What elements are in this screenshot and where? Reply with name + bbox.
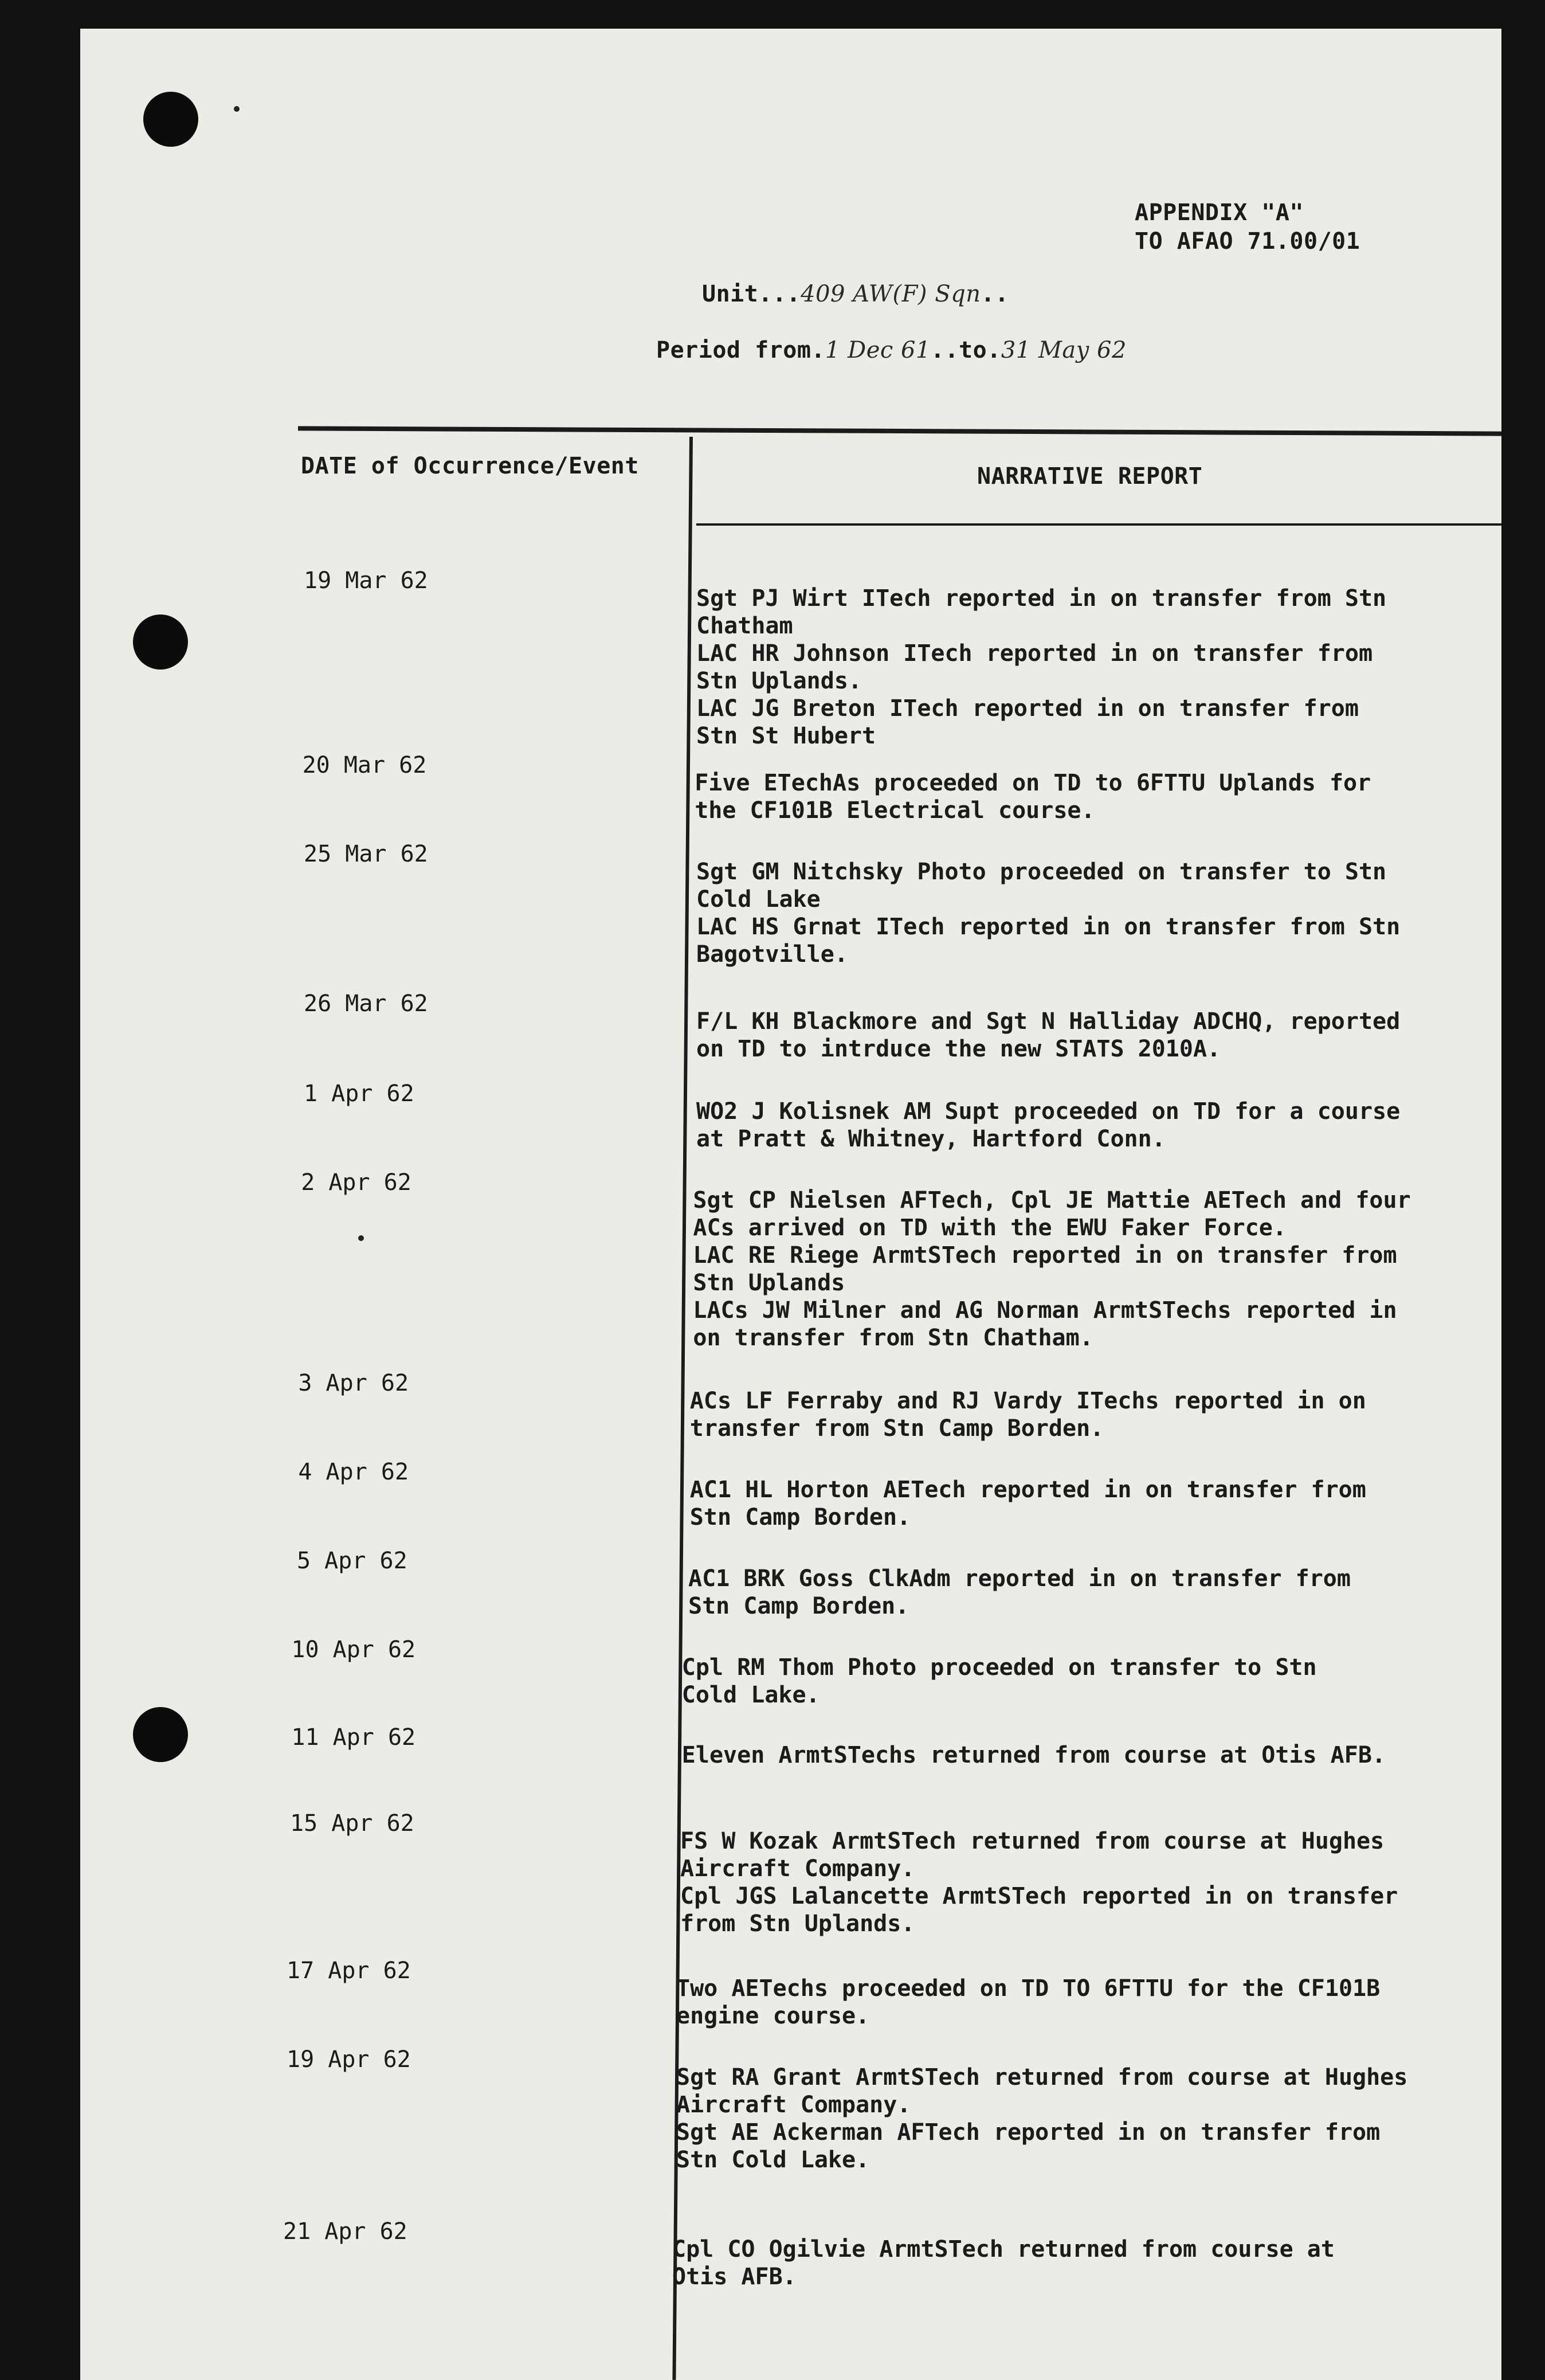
narrative-paragraph: Cpl JGS Lalancette ArmtSTech reported in on transfer from Stn Uplands.: [680, 1883, 1398, 1937]
narrative-paragraph: Eleven ArmtSTechs returned from course at Otis AFB.: [681, 1742, 1386, 1768]
narrative-paragraph: LAC RE Riege ArmtSTech reported in on transfer from Stn Uplands: [693, 1242, 1397, 1296]
narrative-entry: [695, 769, 1520, 824]
narrative-entry: [696, 1098, 1522, 1153]
event-date: 20 Mar 62: [302, 752, 427, 778]
narrative-entry: [690, 1476, 1515, 1531]
narrative-entry: [688, 1565, 1513, 1620]
punch-hole-top: [143, 92, 198, 147]
period-line: [656, 337, 1127, 363]
period-from: 1 Dec 61: [825, 337, 931, 363]
narrative-paragraph: Sgt RA Grant ArmtSTech returned from course at Hughes Aircraft Company.: [676, 2064, 1408, 2118]
event-date: 19 Apr 62: [287, 2046, 411, 2073]
narrative-paragraph: ACs LF Ferraby and RJ Vardy ITechs reported in on transfer from Stn Camp Borden.: [689, 1388, 1366, 1442]
appendix-reference: TO AFAO 71.00/01: [1135, 228, 1360, 255]
table-top-rule: [298, 426, 1501, 436]
narrative-paragraph: Two AETechs proceeded on TD TO 6FTTU for the CF101B engine course.: [676, 1975, 1381, 2029]
narrative-entry: [682, 1741, 1507, 1769]
event-date: 5 Apr 62: [297, 1548, 407, 1574]
narrative-entry: [680, 1827, 1505, 1937]
punch-hole-middle: [133, 614, 188, 670]
narrative-paragraph: LACs JW Milner and AG Norman ArmtSTechs reported in on transfer from Stn Chatham.: [693, 1297, 1397, 1351]
narrative-paragraph: Sgt PJ Wirt ITech reported in on transfer from Stn Chatham: [696, 585, 1387, 639]
narrative-paragraph: F/L KH Blackmore and Sgt N Halliday ADCHQ, reported on TD to intrduce the new STATS 2010A.: [696, 1008, 1401, 1062]
narrative-paragraph: Cpl CO Ogilvie ArmtSTech returned from course at Otis AFB.: [672, 2236, 1335, 2290]
event-date: 11 Apr 62: [291, 1724, 416, 1751]
event-date: 4 Apr 62: [298, 1459, 409, 1485]
narrative-paragraph: LAC HR Johnson ITech reported in on transfer from Stn Uplands.: [696, 640, 1373, 694]
event-date: 2 Apr 62: [301, 1169, 411, 1196]
narrative-paragraph: LAC HS Grnat ITech reported in on transfer from Stn Bagotville.: [696, 914, 1401, 968]
narrative-entry: [690, 1387, 1515, 1442]
narrative-paragraph: Cpl RM Thom Photo proceeded on transfer to Stn Cold Lake.: [681, 1654, 1317, 1708]
period-label: Period from.: [656, 337, 825, 363]
narrative-entry: [693, 1187, 1518, 1352]
appendix-label: APPENDIX "A": [1135, 199, 1304, 226]
unit-line: [702, 281, 1009, 307]
header-bottom-rule: [696, 523, 1501, 526]
narrative-column-header: NARRATIVE REPORT: [977, 463, 1203, 490]
narrative-entry: [696, 858, 1522, 968]
document-page: [80, 29, 1501, 2380]
narrative-paragraph: FS W Kozak ArmtSTech returned from course at Hughes Aircraft Company.: [680, 1828, 1385, 1882]
event-date: 21 Apr 62: [283, 2218, 407, 2245]
ink-speck: [358, 1235, 364, 1241]
narrative-entry: [696, 1008, 1522, 1063]
narrative-entry: [676, 2064, 1501, 2174]
date-column-header: DATE of Occurrence/Event: [301, 453, 639, 479]
narrative-paragraph: WO2 J Kolisnek AM Supt proceeded on TD for a course at Pratt & Whitney, Hartford Conn.: [696, 1098, 1401, 1152]
unit-label: Unit...: [702, 281, 801, 307]
ink-speck: [234, 106, 240, 112]
narrative-paragraph: Sgt AE Ackerman AFTech reported in on transfer from Stn Cold Lake.: [676, 2119, 1381, 2173]
event-date: 3 Apr 62: [298, 1370, 409, 1396]
unit-value: 409 AW(F) Sqn: [801, 281, 981, 307]
event-date: 15 Apr 62: [290, 1810, 414, 1837]
event-date: 10 Apr 62: [291, 1637, 416, 1663]
narrative-paragraph: Sgt GM Nitchsky Photo proceeded on transfer to Stn Cold Lake: [696, 859, 1387, 913]
event-date: 17 Apr 62: [287, 1958, 411, 1984]
punch-hole-bottom: [133, 1707, 188, 1762]
event-date: 26 Mar 62: [304, 991, 428, 1017]
narrative-paragraph: Five ETechAs proceeded on TD to 6FTTU Uplands for the CF101B Electrical course.: [695, 770, 1371, 824]
narrative-entry: [696, 585, 1522, 750]
event-date: 25 Mar 62: [304, 841, 428, 867]
narrative-entry: [676, 1975, 1501, 2030]
narrative-paragraph: AC1 HL Horton AETech reported in on transfer from Stn Camp Borden.: [689, 1477, 1366, 1530]
narrative-entry: [672, 2236, 1497, 2291]
event-date: 19 Mar 62: [304, 567, 428, 594]
narrative-paragraph: AC1 BRK Goss ClkAdm reported in on transfer from Stn Camp Borden.: [688, 1565, 1351, 1619]
event-date: 1 Apr 62: [304, 1081, 414, 1107]
narrative-entry: [682, 1654, 1507, 1709]
period-to-label: ..to.: [930, 337, 1001, 363]
unit-trail: ..: [981, 281, 1009, 307]
narrative-paragraph: LAC JG Breton ITech reported in on transfer from Stn St Hubert: [696, 695, 1359, 749]
narrative-paragraph: Sgt CP Nielsen AFTech, Cpl JE Mattie AETech and four ACs arrived on TD with the EWU Faker Force.: [693, 1187, 1411, 1241]
period-to: 31 May 62: [1001, 337, 1127, 363]
